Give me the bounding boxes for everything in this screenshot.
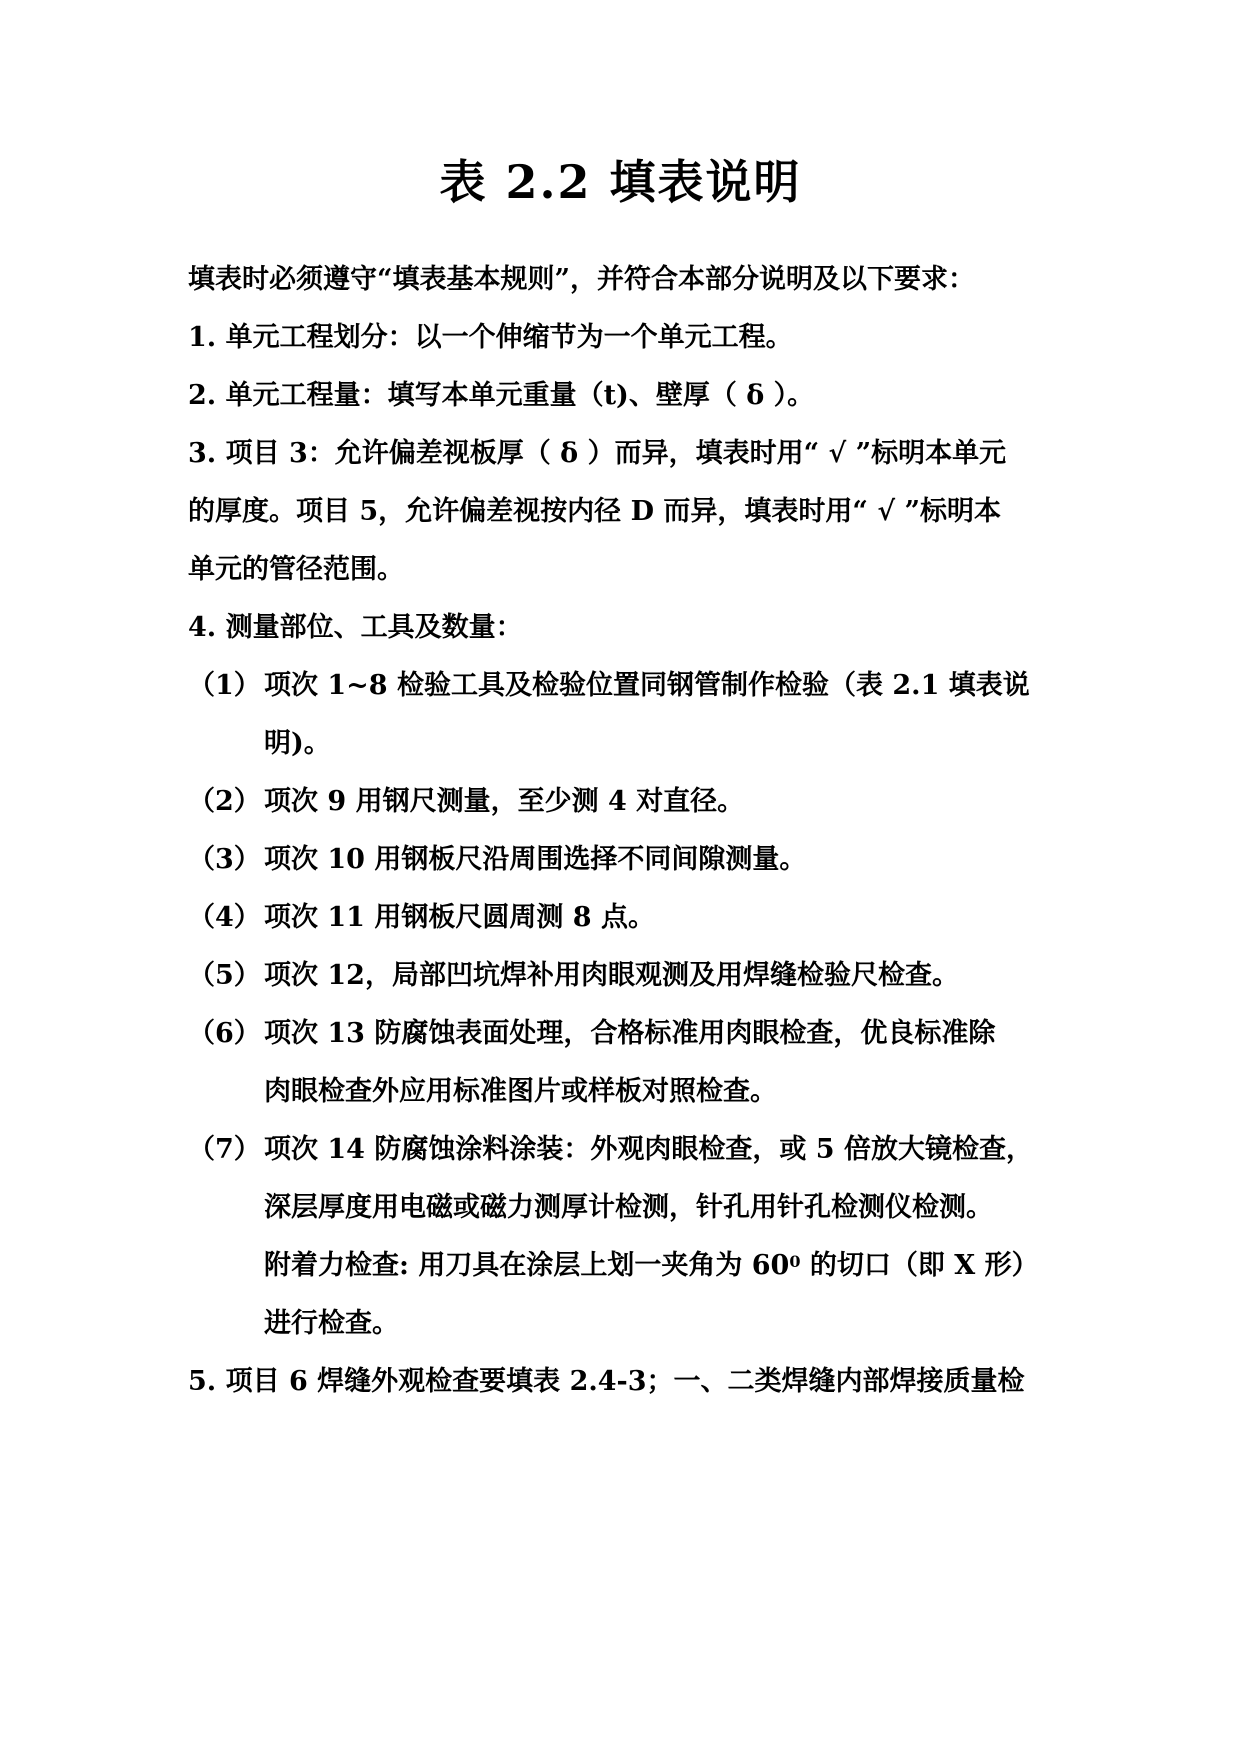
sub-item-2-number: （2） [188, 786, 261, 817]
sub-item-7-text: 项次 14 防腐蚀涂料涂装：外观肉眼检查，或 5 倍放大镜检查， [264, 1134, 1033, 1165]
sub-item-1-text: 项次 1~8 检验工具及检验位置同钢管制作检验（表 2.1 填表说 [264, 670, 1030, 701]
sub-item-7-number: （7） [188, 1134, 261, 1165]
sub-item-1 [188, 668, 1068, 704]
item-2: 2. 单元工程量：填写本单元重量（t)、壁厚（ δ ）。 [188, 380, 815, 411]
item-3-line-3: 单元的管径范围。 [188, 554, 404, 585]
sub-item-3-number: （3） [188, 844, 261, 875]
sub-item-6-number: （6） [188, 1018, 261, 1049]
sub-item-5-number: （5） [188, 960, 261, 991]
sub-item-6-text: 项次 13 防腐蚀表面处理，合格标准用肉眼检查，优良标准除 [264, 1018, 996, 1049]
sub-item-7-continuation-1: 深层厚度用电磁或磁力测厚计检测，针孔用针孔检测仪检测。 [264, 1192, 993, 1223]
sub-item-5 [188, 958, 1068, 994]
item-5: 5. 项目 6 焊缝外观检查要填表 2.4-3；一、二类焊缝内部焊接质量检 [188, 1366, 1025, 1397]
sub-item-1-continuation: 明)。 [264, 728, 331, 759]
item-3-line-1: 3. 项目 3：允许偏差视板厚（ δ ）而异，填表时用“ √ ”标明本单元 [188, 438, 1007, 469]
sub-item-6 [188, 1016, 1068, 1052]
sub-item-3-text: 项次 10 用钢板尺沿周围选择不同间隙测量。 [264, 844, 807, 875]
sub-item-2-text: 项次 9 用钢尺测量，至少测 4 对直径。 [264, 786, 745, 817]
sub-item-2 [188, 784, 1068, 820]
sub-item-4 [188, 900, 1068, 936]
degree-superscript: 0 [789, 1252, 801, 1271]
sub-item-7-continuation-3: 进行检查。 [264, 1308, 399, 1339]
item-1: 1. 单元工程划分：以一个伸缩节为一个单元工程。 [188, 322, 793, 353]
item-3-line-2: 的厚度。项目 5，允许偏差视按内径 D 而异，填表时用“ √ ”标明本 [188, 496, 1002, 527]
sub-item-4-number: （4） [188, 902, 261, 933]
intro-paragraph: 填表时必须遵守“填表基本规则”，并符合本部分说明及以下要求： [188, 264, 976, 295]
sub-item-4-text: 项次 11 用钢板尺圆周测 8 点。 [264, 902, 655, 933]
sub-item-1-number: （1） [188, 670, 261, 701]
sub-item-3 [188, 842, 1068, 878]
page-title: 表 2.2 填表说明 [439, 155, 802, 209]
adhesion-text-start: 附着力检查: 用刀具在涂层上划一夹角为 60 [264, 1250, 790, 1281]
sub-item-6-continuation: 肉眼检查外应用标准图片或样板对照检查。 [264, 1076, 777, 1107]
sub-item-7-continuation-2 [264, 1248, 1144, 1284]
sub-item-5-text: 项次 12，局部凹坑焊补用肉眼观测及用焊缝检验尺检查。 [264, 960, 959, 991]
adhesion-text-end: 的切口（即 X 形） [800, 1250, 1039, 1281]
item-4: 4. 测量部位、工具及数量： [188, 612, 523, 643]
sub-item-7 [188, 1132, 1068, 1168]
